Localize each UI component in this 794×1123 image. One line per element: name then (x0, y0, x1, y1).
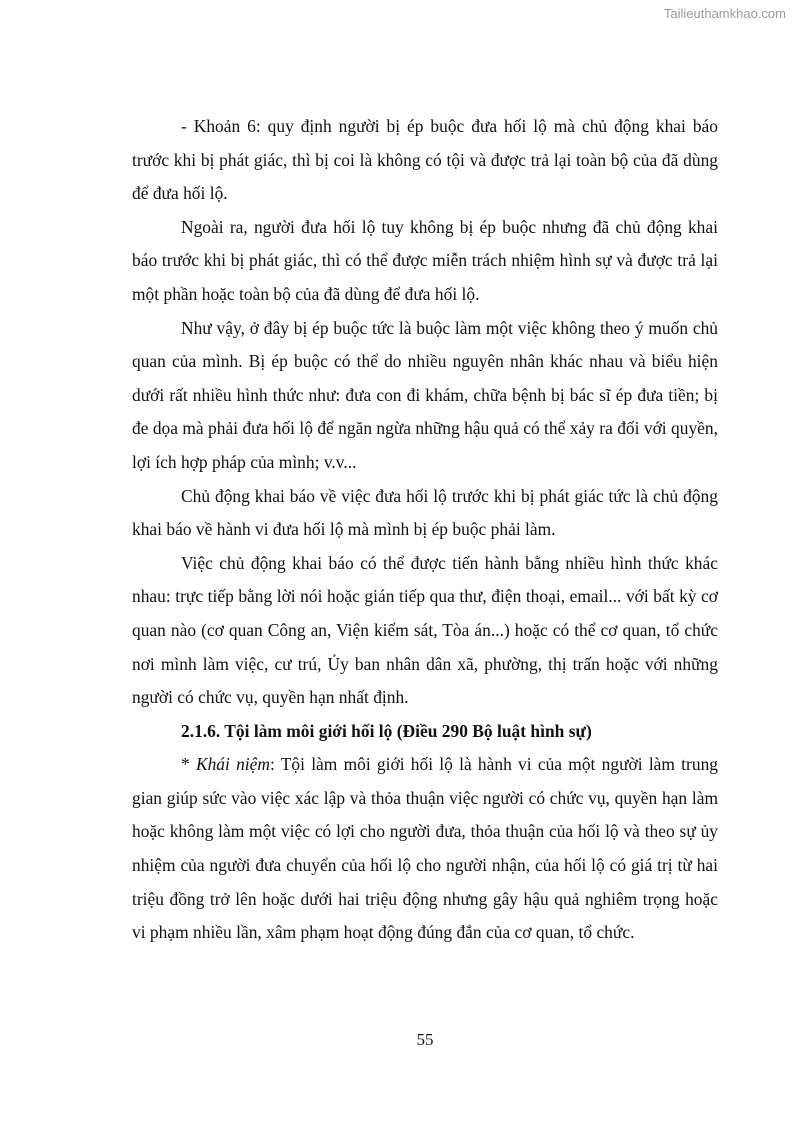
section-heading: 2.1.6. Tội làm môi giới hối lộ (Điều 290 Bộ luật hình sự) (181, 720, 592, 741)
concept-term: Khái niệm (195, 754, 270, 775)
watermark: Tailieuthamkhao.com (663, 6, 786, 21)
paragraph-nhu-vay: Như vậy, ở đây bị ép buộc tức là buộc làm một việc không theo ý muốn chủ quan của mình. Bị ép buộc có thể do nhiều nguyên nhân khác nhau và biểu hiện dưới rất nhiều hình thức như: đưa con đi khám, chữa bệnh bị bác sĩ ép đưa tiền; bị đe dọa mà phải đưa hối lộ để ngăn ngừa những hậu quả có thể xảy ra đối với quyền, lợi ích hợp pháp của mình; v.v... (132, 317, 718, 472)
concept-prefix: * (181, 754, 196, 775)
document-body (132, 110, 718, 950)
paragraph-khoan-6: - Khoản 6: quy định người bị ép buộc đưa hối lộ mà chủ động khai báo trước khi bị phát giác, thì bị coi là không có tội và được trả lại toàn bộ của đã dùng để đưa hối lộ. (132, 116, 718, 204)
page-number: 55 (416, 1030, 434, 1049)
paragraph-viec-chu-dong: Việc chủ động khai báo có thể được tiến hành bằng nhiều hình thức khác nhau: trực tiếp bằng lời nói hoặc gián tiếp qua thư, điện thoại, email... với bất kỳ cơ quan nào (cơ quan Công an, Viện kiểm sát, Tòa án...) hoặc có thể cơ quan, tổ chức nơi mình làm việc, cư trú, Ủy ban nhân dân xã, phường, thị trấn hoặc với những người có chức vụ, quyền hạn nhất định. (132, 552, 718, 708)
paragraph-chu-dong-khai-bao: Chủ động khai báo về việc đưa hối lộ trước khi bị phát giác tức là chủ động khai báo về hành vi đưa hối lộ mà mình bị ép buộc phải làm. (132, 485, 718, 540)
concept-text: : Tội làm môi giới hối lộ là hành vi của một người làm trung gian giúp sức vào việc xác lập và thỏa thuận việc người có chức vụ, quyền hạn làm hoặc không làm một việc có lợi cho người đưa, thỏa thuận của hối lộ và theo sự ủy nhiệm của người đưa chuyển của hối lộ cho người nhận, của hối lộ có giá trị từ hai triệu đồng trở lên hoặc dưới hai triệu động nhưng gây hậu quả nghiêm trọng hoặc vi phạm nhiều lần, xâm phạm hoạt động đúng đắn của cơ quan, tổ chức. (132, 754, 718, 943)
paragraph-concept (132, 748, 718, 950)
paragraph-ngoai-ra: Ngoài ra, người đưa hối lộ tuy không bị ép buộc nhưng đã chủ động khai báo trước khi bị phát giác, thì có thể được miễn trách nhiệm hình sự và được trả lại một phần hoặc toàn bộ của đã dùng để đưa hối lộ. (132, 216, 718, 304)
